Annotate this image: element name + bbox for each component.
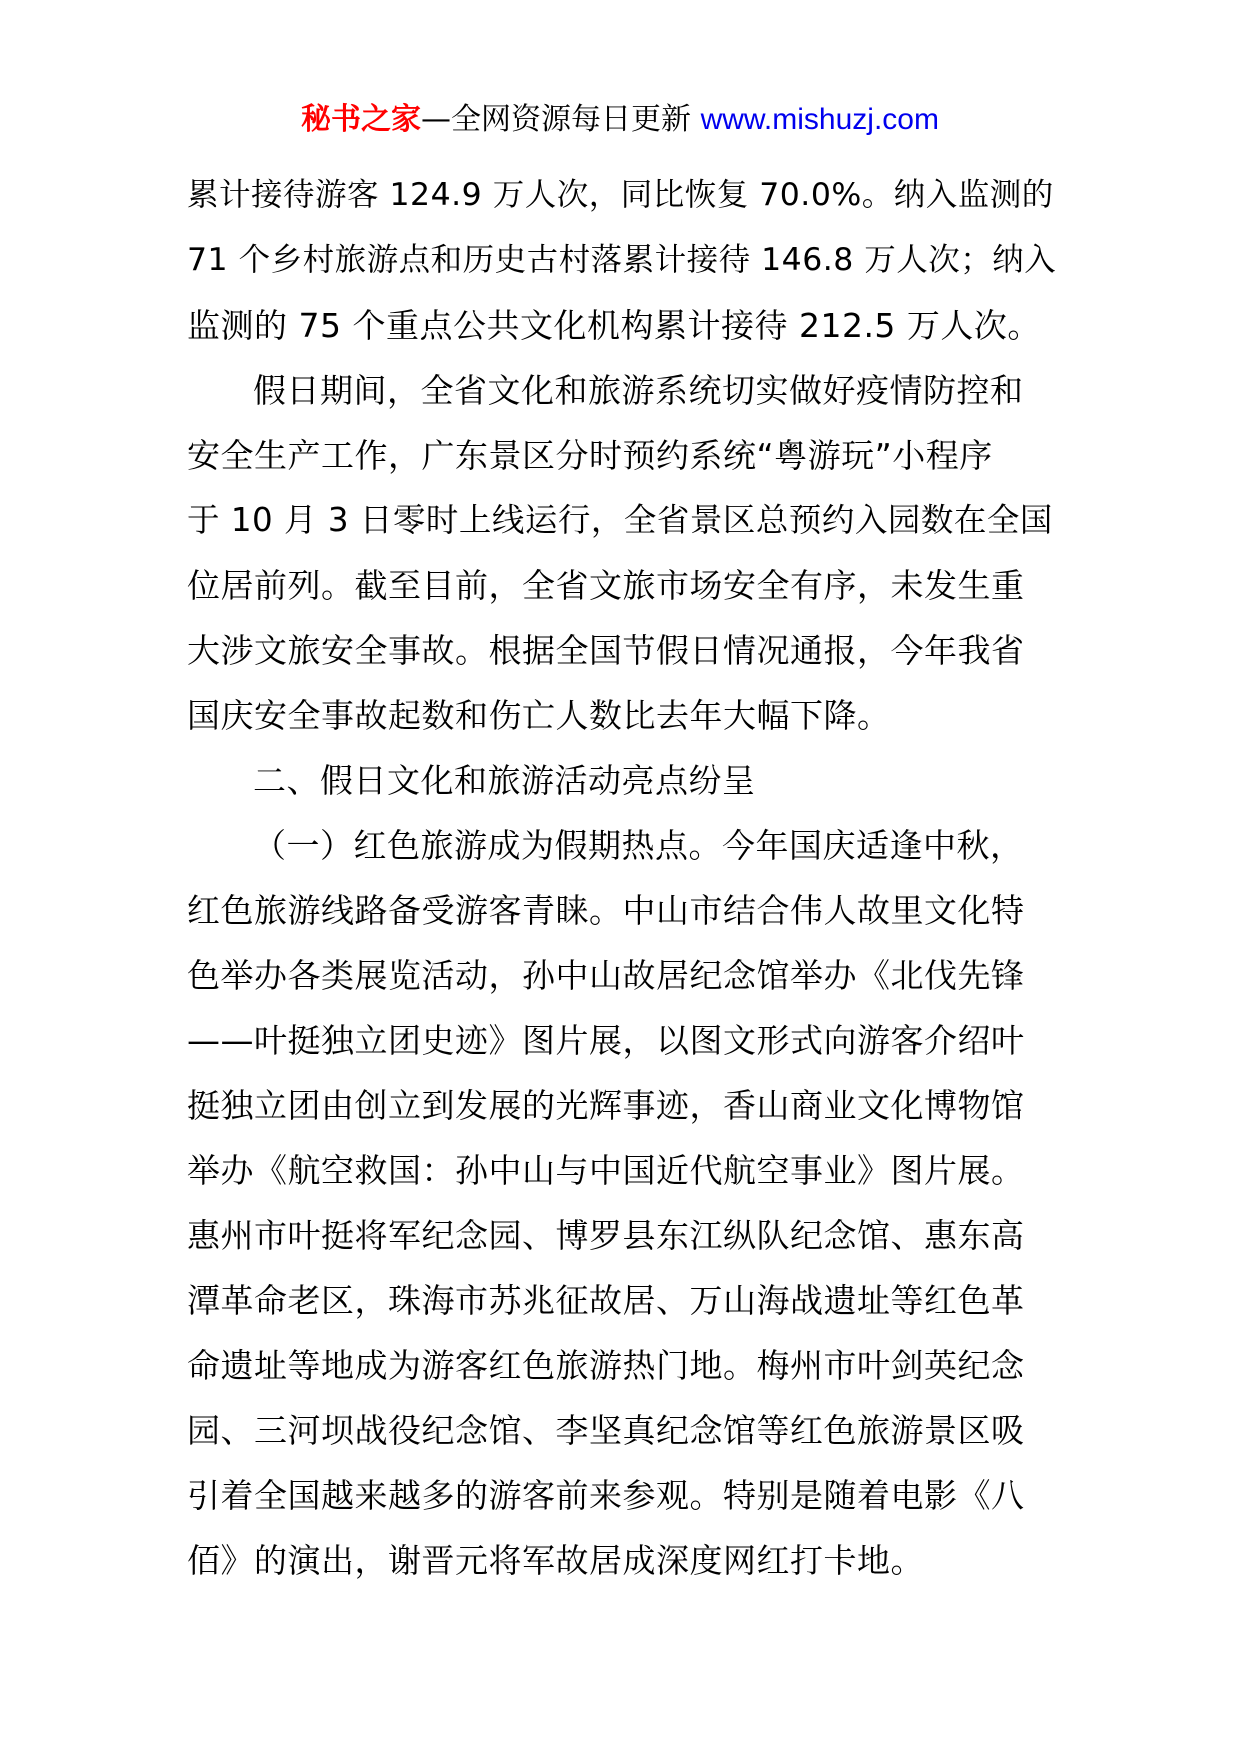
text-line: 园、三河坝战役纪念馆、李坚真纪念馆等红色旅游景区吸: [187, 1411, 1025, 1450]
text-line: 假日期间，全省文化和旅游系统切实做好疫情防控和: [253, 371, 1024, 410]
brand-name: 秘书之家: [301, 102, 422, 137]
text-line: 于 10 月 3 日零时上线运行，全省景区总预约入园数在全国: [187, 501, 1053, 539]
text-line: 大涉文旅安全事故。根据全国节假日情况通报，今年我省: [187, 631, 1025, 670]
paragraph-red-tourism: [187, 813, 1057, 1593]
text-line: 佰》的演出，谢晋元将军故居成深度网红打卡地。: [187, 1541, 924, 1580]
paragraph-safety: [187, 358, 1057, 748]
text-line: ——叶挺独立团史迹》图片展，以图文形式向游客介绍叶: [187, 1021, 1025, 1060]
text-line: 潭革命老区，珠海市苏兆征故居、万山海战遗址等红色革: [187, 1281, 1025, 1320]
text-line: 国庆安全事故起数和伤亡人数比去年大幅下降。: [187, 696, 891, 735]
text-line: 色举办各类展览活动，孙中山故居纪念馆举办《北伐先锋: [187, 956, 1025, 995]
heading-line: 二、假日文化和旅游活动亮点纷呈: [253, 761, 756, 800]
text-line: 引着全国越来越多的游客前来参观。特别是随着电影《八: [187, 1476, 1025, 1515]
text-line: 安全生产工作，广东景区分时预约系统“粤游玩”小程序: [187, 436, 993, 475]
text-line: 举办《航空救国：孙中山与中国近代航空事业》图片展。: [187, 1151, 1025, 1190]
header-tagline: —全网资源每日更新: [421, 102, 692, 137]
text-line: 惠州市叶挺将军纪念园、博罗县东江纵队纪念馆、惠东高: [187, 1216, 1025, 1255]
paragraph-statistics: [187, 163, 1057, 358]
text-line: 累计接待游客 124.9 万人次，同比恢复 70.0%。纳入监测的: [187, 177, 1054, 213]
text-line: 位居前列。截至目前，全省文旅市场安全有序，未发生重: [187, 566, 1025, 605]
text-line: 命遗址等地成为游客红色旅游热门地。梅州市叶剑英纪念: [187, 1346, 1025, 1385]
website-link[interactable]: www.mishuzj.com: [700, 103, 939, 136]
text-line: 挺独立团由创立到发展的光辉事迹，香山商业文化博物馆: [187, 1086, 1025, 1125]
text-line: 红色旅游线路备受游客青睐。中山市结合伟人故里文化特: [187, 891, 1025, 930]
page-header: [0, 100, 1240, 140]
section-heading: [187, 748, 1057, 813]
text-line: 监测的 75 个重点公共文化机构累计接待 212.5 万人次。: [187, 306, 1041, 345]
text-line: （一）红色旅游成为假期热点。今年国庆适逢中秋，: [253, 826, 1024, 865]
document-body: [187, 163, 1057, 1593]
text-line: 71 个乡村旅游点和历史古村落累计接待 146.8 万人次；纳入: [187, 242, 1057, 278]
